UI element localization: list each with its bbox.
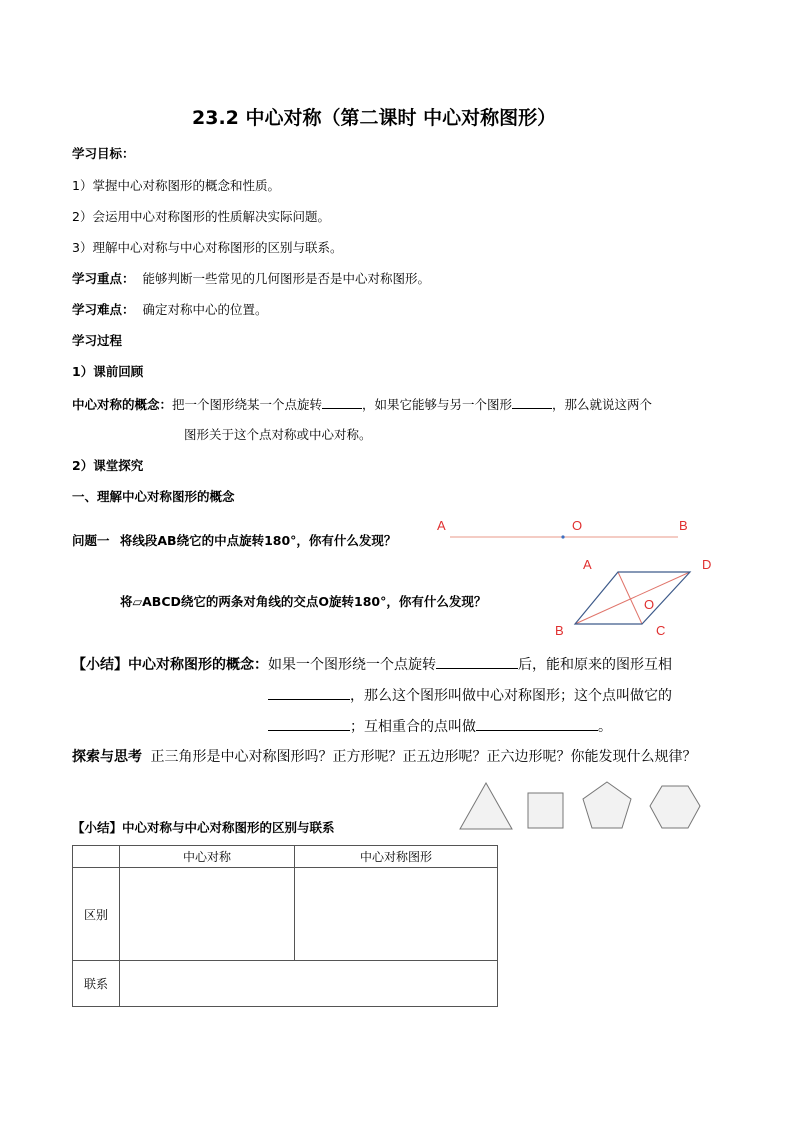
concept-label: 中心对称的概念： (72, 397, 173, 412)
diagonal-bd (575, 572, 690, 624)
key-point-text: 能够判断一些常见的几何图形是否是中心对称图形。 (142, 271, 431, 286)
parallelogram-label-c: C (656, 623, 666, 638)
segment-label-b: B (679, 518, 688, 533)
summary1-part-2: 后，能和原来的图形互相 (518, 657, 672, 673)
table-header-center-symmetric-figure: 中心对称图形 (295, 846, 498, 868)
question-1-text: 将线段AB绕它的中点旋转180°，你有什么发现？ (119, 533, 397, 548)
summary1-blank-1 (436, 656, 518, 669)
question-1-label: 问题一 (72, 533, 110, 548)
explore-question (72, 749, 696, 765)
triangle-shape (460, 783, 512, 829)
table-cell-difference-2[interactable] (295, 868, 498, 961)
concept-line-2: 图形关于这个点对称或中心对称。 (184, 427, 372, 442)
table-cell-difference-1[interactable] (120, 868, 295, 961)
summary1-blank-2 (268, 687, 350, 700)
goal-item-3: 3）理解中心对称与中心对称图形的区别与联系。 (72, 240, 343, 255)
pentagon-shape (583, 782, 631, 828)
summary1-blank-4 (476, 718, 598, 731)
parallelogram-label-b: B (555, 623, 564, 638)
section1-heading: 一、理解中心对称图形的概念 (72, 489, 235, 504)
summary1-line-3 (268, 718, 612, 735)
question-2: 将▱ABCD绕它的两条对角线的交点O旋转180°，你有什么发现？ (120, 594, 487, 609)
key-point-label: 学习重点： (72, 271, 135, 286)
process-heading: 学习过程 (72, 333, 123, 348)
summary1-label: 【小结】中心对称图形的概念： (72, 657, 268, 673)
summary1-part-1: 如果一个图形绕一个点旋转 (268, 657, 436, 673)
hexagon-shape (650, 786, 700, 828)
concept-part-3: ，那么就说这两个 (552, 397, 653, 412)
diagonal-ac (618, 572, 642, 624)
goal-item-2: 2）会运用中心对称图形的性质解决实际问题。 (72, 209, 330, 224)
page-title: 23.2 中心对称（第二课时 中心对称图形） (192, 107, 557, 129)
review-heading: 1）课前回顾 (72, 364, 144, 379)
table-header-center-symmetry: 中心对称 (120, 846, 295, 868)
table-row-label-difference: 区别 (73, 868, 120, 961)
summary2-heading: 【小结】中心对称与中心对称图形的区别与联系 (72, 820, 335, 835)
table-corner-cell (73, 846, 120, 868)
summary1-line-1 (72, 656, 672, 673)
table-row-label-connection: 联系 (73, 961, 120, 1007)
goal-item-1: 1）掌握中心对称图形的概念和性质。 (72, 178, 280, 193)
table-cell-connection[interactable] (120, 961, 498, 1007)
explore-heading: 2）课堂探究 (72, 458, 144, 473)
parallelogram-label-a: A (583, 557, 592, 572)
summary1-line-2 (268, 687, 672, 704)
summary1-part-4: ；互相重合的点叫做 (350, 719, 476, 735)
segment-label-o: O (572, 518, 583, 533)
segment-midpoint (561, 535, 564, 538)
difficulty-label: 学习难点： (72, 302, 135, 317)
segment-label-a: A (437, 518, 446, 533)
goals-heading: 学习目标： (72, 146, 135, 161)
explore-label: 探索与思考 (72, 749, 142, 765)
explore-text: 正三角形是中心对称图形吗？正方形呢？正五边形呢？正六边形呢？你能发现什么规律？ (150, 749, 697, 765)
concept-part-1: 把一个图形绕某一个点旋转 (172, 397, 323, 412)
parallelogram-label-d: D (702, 557, 712, 572)
square-shape (528, 793, 563, 828)
summary1-part-5: 。 (598, 719, 612, 735)
summary1-part-3: ，那么这个图形叫做中心对称图形；这个点叫做它的 (350, 688, 672, 704)
difficulty-text: 确定对称中心的位置。 (142, 302, 268, 317)
concept-part-2: ，如果它能够与另一个图形 (362, 397, 513, 412)
summary1-blank-3 (268, 718, 350, 731)
comparison-table (72, 845, 498, 1007)
parallelogram-label-o: O (644, 597, 655, 612)
